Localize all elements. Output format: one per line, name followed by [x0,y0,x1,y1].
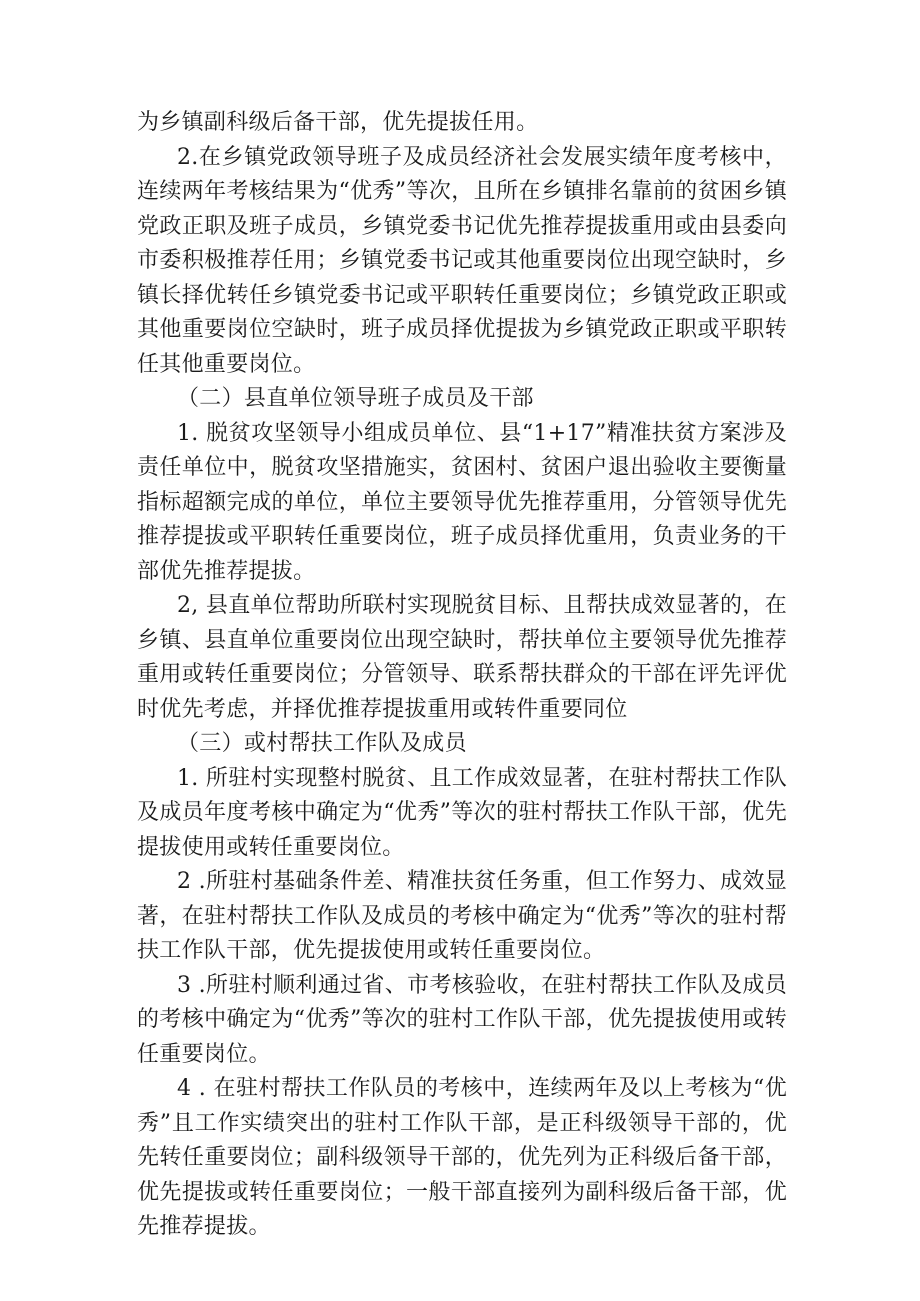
paragraph-township-item-2: 2.在乡镇党政领导班子及成员经济社会发展实绩年度考核中，连续两年考核结果为“优秀”等次，且所在乡镇排名靠前的贫困乡镇党政正职及班子成员，乡镇党委书记优先推荐提拔重用或由县委向市委积极推荐任用；乡镇党委书记或其他重要岗位出现空缺时，乡镇长择优转任乡镇党委书记或平职转任重要岗位；乡镇党政正职或其他重要岗位空缺时，班子成员择优提拔为乡镇党政正职或平职转任其他重要岗位。 [137,144,787,377]
paragraph-village-item-1: 1. 所驻村实现整村脱贫、且工作成效显著，在驻村帮扶工作队及成员年度考核中确定为“优秀”等次的驻村帮扶工作队干部，优先提拔使用或转任重要岗位。 [137,765,787,860]
paragraph-village-item-2: 2 .所驻村基础条件差、精准扶贫任务重，但工作努力、成效显著，在驻村帮扶工作队及成员的考核中确定为“优秀”等次的驻村帮扶工作队干部，优先提拔使用或转任重要岗位。 [137,869,787,963]
document-body [137,106,787,1245]
section-heading-village-teams: （三）或村帮扶工作队及成员 [177,731,467,756]
paragraph-continuation: 为乡镇副科级后备干部，优先提拔任用。 [137,110,539,135]
paragraph-village-item-4: 4 . 在驻村帮扶工作队员的考核中，连续两年及以上考核为“优秀”且工作实绩突出的驻村工作队干部，是正科级领导干部的，优先转任重要岗位；副科级领导干部的，优先列为正科级后备干部，优先提拔或转任重要岗位；一般干部直接列为副科级后备干部，优先推荐提拔。 [137,1076,787,1239]
section-heading-county-units: （二）县直单位领导班子成员及干部 [177,386,534,411]
paragraph-county-item-1: 1. 脱贫攻坚领导小组成员单位、县“1+17”精准扶贫方案涉及责任单位中，脱贫攻坚措施实，贫困村、贫困户退出验收主要衡量指标超额完成的单位，单位主要领导优先推荐重用，分管领导优先推荐提拔或平职转任重要岗位，班子成员择优重用，负责业务的干部优先推荐提拔。 [137,420,787,584]
paragraph-village-item-3: 3 .所驻村顺利通过省、市考核验收，在驻村帮扶工作队及成员的考核中确定为“优秀”等次的驻村工作队干部，优先提拔使用或转任重要岗位。 [137,972,787,1067]
paragraph-county-item-2: 2, 县直单位帮助所联村实现脱贫目标、且帮扶成效显著的，在乡镇、县直单位重要岗位出现空缺时，帮扶单位主要领导优先推荐重用或转任重要岗位；分管领导、联系帮扶群众的干部在评先评优时优先考虑，并择优推荐提拔重用或转件重要同位 [137,593,787,722]
